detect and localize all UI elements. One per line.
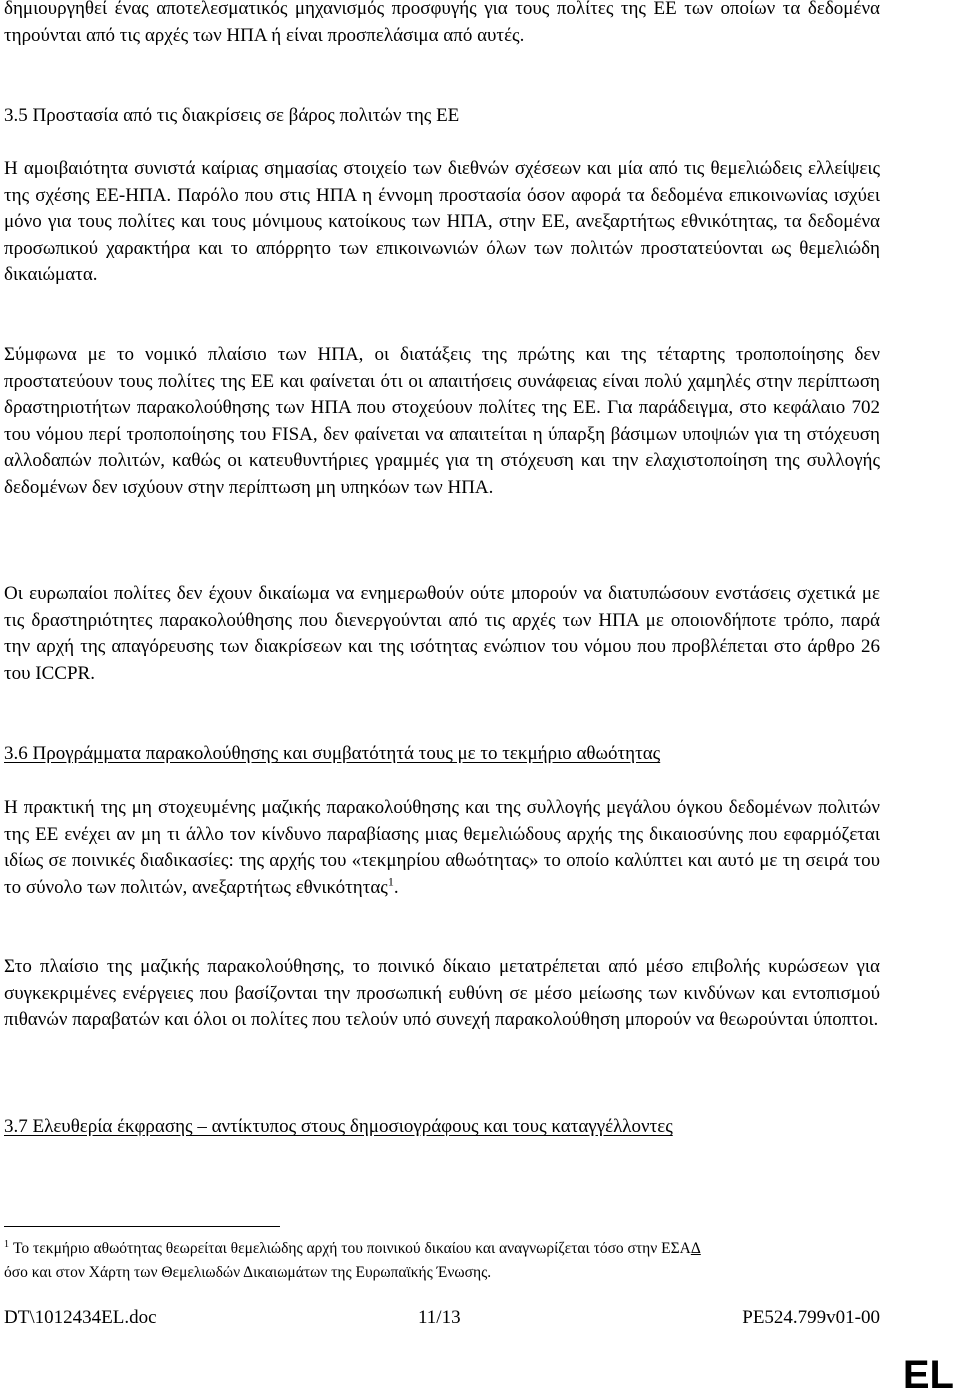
footer-doc-ref: DT\1012434EL.doc [4,1307,157,1328]
section-3-6-paragraph-1-end: . [393,876,399,898]
section-3-6-paragraph-2: Στο πλαίσιο της μαζικής παρακολούθησης, το ποινικό δίκαιο μετατρέπεται από μέσο επιβολής κυρώσεων για συγκεκριμένες ενέργειες που βασίζονται την προσωπική ευθύνη σε μέσο μείωσης των κινδύνων και εντοπισμού πιθανών παραβατών και όλοι οι πολίτες που τελούν υπό συνεχή παρακολούθηση μπορούν να θεωρούνται ύποπτοι. [4,956,880,1030]
section-3-6-paragraph-1-text: Η πρακτική της μη στοχευμένης μαζικής παρακολούθησης και της συλλογής μεγάλου όγκου δεδομένων πολιτών της ΕΕ ενέχει αν μη τι άλλο τον κίνδυνο παραβίασης μιας θεμελιώδους αρχής της δικαιοσύνης που εφαρμόζεται ιδίως σε ποινικές διαδικασίες: της αρχής του «τεκμηρίου αθωότητας» το οποίο καλύπτει και αυτό με τη σειρά του το σύνολο των πολιτών, ανεξαρτήτως εθνικότητας [4,797,880,898]
footnote-underlined-letter: Δ [690,1240,701,1257]
section-3-6-heading: 3.6 Προγράμματα παρακολούθησης και συμβατότητά τους με το τεκμήριο αθωότητας [4,743,661,764]
footnote-text-line-2: όσο και στον Χάρτη των Θεμελιωδών Δικαιωμάτων της Ευρωπαϊκής Ένωσης. [4,1264,492,1281]
section-3-5-heading: 3.5 Προστασία από τις διακρίσεις σε βάρος πολιτών της ΕΕ [4,105,460,126]
section-3-5-paragraph-1: Η αμοιβαιότητα συνιστά καίριας σημασίας στοιχείο των διεθνών σχέσεων και μία από τις θεμελιώδεις ελλείψεις της σχέσης ΕΕ-ΗΠΑ. Παρόλο που στις ΗΠΑ η έννομη προστασία όσον αφορά τα δεδομένα επικοινωνίας ισχύει μόνο για τους πολίτες και τους μόνιμους κατοίκους των ΗΠΑ, στην ΕΕ, ανεξαρτήτως εθνικότητας, τα δεδομένα προσωπικού χαρακτήρα και το απόρρητο των επικοινωνιών όλων των πολιτών προστατεύονται ως θεμελιώδη δικαιώματα. [4,158,880,285]
section-3-7-heading: 3.7 Ελευθερία έκφρασης – αντίκτυπος στους δημοσιογράφους και τους καταγγέλλοντες [4,1116,673,1137]
section-3-5-paragraph-2: Σύμφωνα με το νομικό πλαίσιο των ΗΠΑ, οι διατάξεις της πρώτης και της τέταρτης τροποποίησης δεν προστατεύουν τους πολίτες της ΕΕ και φαίνεται ότι οι απαιτήσεις συνάφειας είναι πολύ χαμηλές στην περίπτωση δραστηριοτήτων παρακολούθησης των ΗΠΑ που στοχεύουν πολίτες της ΕΕ. Για παράδειγμα, στο κεφάλαιο 702 του νόμου περί τροποποίησης του FISA, δεν φαίνεται να απαιτείται η ύπαρξη βάσιμων υποψιών για τη στόχευση αλλοδαπών πολιτών, καθώς οι κατευθυντήριες γραμμές για τη στόχευση και την ελαχιστοποίηση της συλλογής δεδομένων δεν ισχύουν στην περίπτωση μη υπηκόων των ΗΠΑ. [4,344,880,498]
intro-paragraph: δημιουργηθεί ένας αποτελεσματικός μηχανισμός προσφυγής για τους πολίτες της ΕΕ των οποίων τα δεδομένα τηρούνται από τις αρχές των ΗΠΑ ή είναι προσπελάσιμα από αυτές. [4,0,880,46]
footer-page-number: 11/13 [418,1307,461,1328]
section-3-5-paragraph-3: Οι ευρωπαίοι πολίτες δεν έχουν δικαίωμα να ενημερωθούν ούτε μπορούν να διατυπώσουν ενστάσεις σχετικά με τις δραστηριότητες παρακολούθησης που διενεργούνται από τις αρχές των ΗΠΑ με οποιονδήποτε τρόπο, παρά την αρχή της απαγόρευσης των διακρίσεων και της ισότητας ενώπιον του νόμου που προβλέπεται στο άρθρο 26 του ICCPR. [4,583,880,684]
footnote-number: 1 [4,1238,9,1250]
footnote-separator [4,1226,280,1227]
language-mark: EL [902,1353,954,1397]
footnote-reference[interactable]: 1 [387,874,394,889]
footnote-text: Το τεκμήριο αθωότητας θεωρείται θεμελιώδης αρχή του ποινικού δικαίου και αναγνωρίζεται τόσο στην ΕΣΑ [13,1240,691,1257]
section-3-6-paragraph-1 [4,795,880,901]
footer-pe-ref: PE524.799v01-00 [742,1307,880,1328]
footnote [4,1237,884,1285]
